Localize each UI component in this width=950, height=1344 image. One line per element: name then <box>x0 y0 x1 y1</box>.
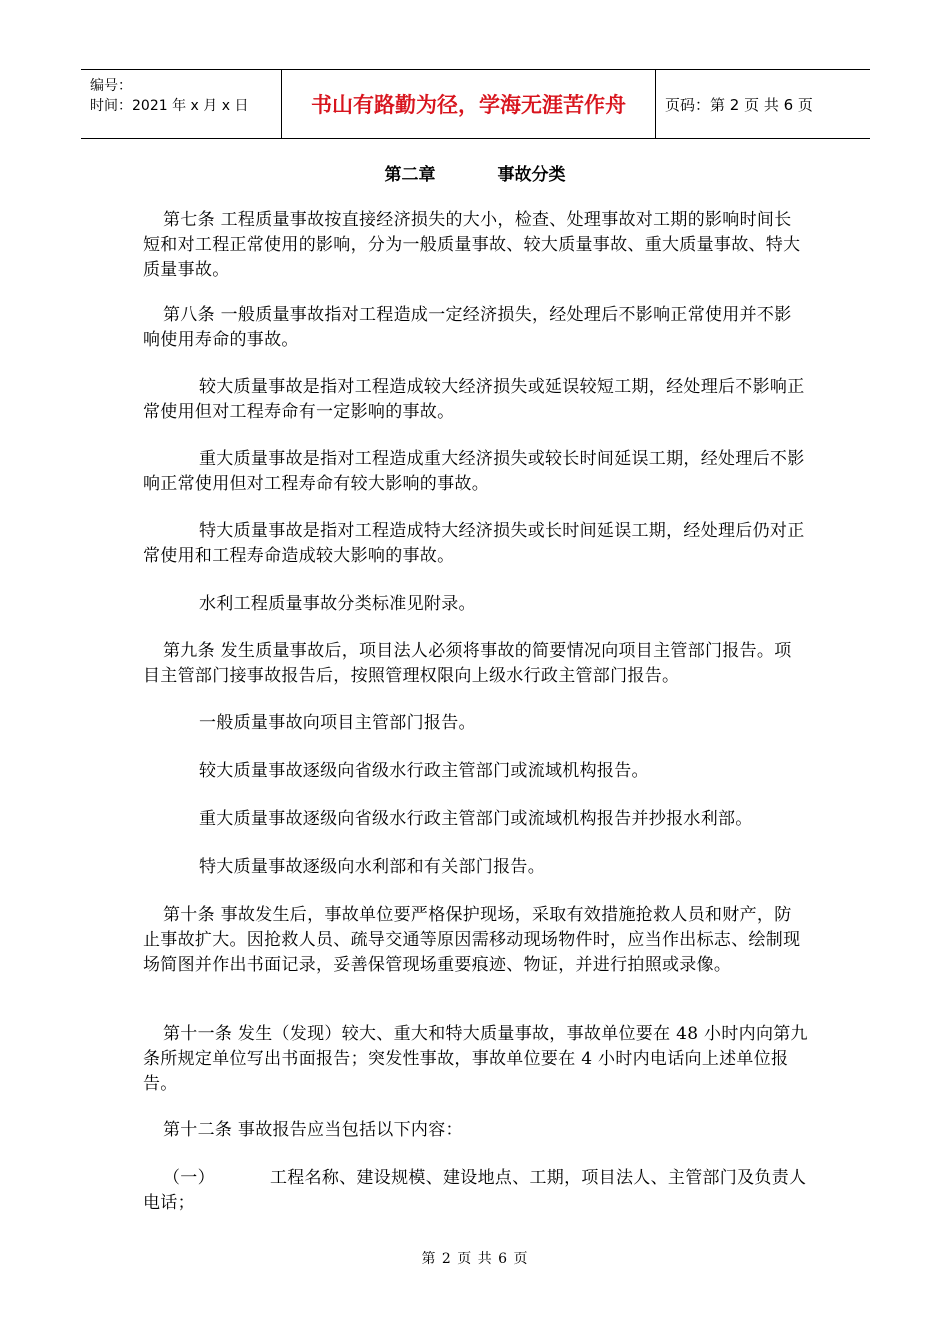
article-12: 第十二条 事故报告应当包括以下内容： <box>163 1120 463 1140</box>
page-header <box>81 69 870 139</box>
article-7: 第七条 工程质量事故按直接经济损失的大小，检查、处理事故对工期的影响时间长短和对工程正常使用的影响，分为一般质量事故、较大质量事故、重大质量事故、特大质量事故。 <box>143 210 801 280</box>
chapter-number: 第二章 <box>384 165 436 185</box>
paragraph-classification-note: 水利工程质量事故分类标准见附录。 <box>199 594 476 614</box>
paragraph-extreme-report: 特大质量事故逐级向水利部和有关部门报告。 <box>199 857 545 877</box>
chapter-title: 事故分类 <box>497 165 566 185</box>
list-item-text: 工程名称、建设规模、建设地点、工期，项目法人、主管部门及负责人电话； <box>143 1168 807 1213</box>
article-11: 第十一条 发生（发现）较大、重大和特大质量事故，事故单位要在 48 小时内向第九条所规定单位写出书面报告；突发性事故，事故单位要在 4 小时内电话向上述单位报告。 <box>143 1024 808 1094</box>
list-item-number: （一） <box>163 1168 215 1188</box>
header-info-cell <box>81 70 282 138</box>
paragraph-general-report: 一般质量事故向项目主管部门报告。 <box>199 713 476 733</box>
paragraph-serious-accident: 重大质量事故是指对工程造成重大经济损失或较长时间延误工期，经处理后不影响正常使用但对工程寿命有较大影响的事故。 <box>143 449 805 494</box>
paragraph-major-report: 较大质量事故逐级向省级水行政主管部门或流域机构报告。 <box>199 761 649 781</box>
header-motto: 书山有路勤为径，学海无涯苦作舟 <box>282 70 656 138</box>
paragraph-extreme-accident: 特大质量事故是指对工程造成特大经济损失或长时间延误工期，经处理后仍对正常使用和工程寿命造成较大影响的事故。 <box>143 521 805 566</box>
paragraph-major-accident: 较大质量事故是指对工程造成较大经济损失或延误较短工期，经处理后不影响正常使用但对工程寿命有一定影响的事故。 <box>143 377 805 422</box>
document-date-label: 时间：2021 年 x 月 x 日 <box>90 98 249 114</box>
list-item <box>143 1166 808 1216</box>
paragraph-serious-report: 重大质量事故逐级向省级水行政主管部门或流域机构报告并抄报水利部。 <box>199 809 753 829</box>
chapter-heading <box>0 160 950 185</box>
article-9: 第九条 发生质量事故后，项目法人必须将事故的简要情况向项目主管部门报告。项目主管部门接事故报告后，按照管理权限向上级水行政主管部门报告。 <box>143 641 792 686</box>
page-footer: 第 2 页 共 6 页 <box>421 1251 529 1267</box>
document-number-label: 编号： <box>90 78 132 94</box>
article-10: 第十条 事故发生后，事故单位要严格保护现场，采取有效措施抢救人员和财产，防止事故扩大。因抢救人员、疏导交通等原因需移动现场物件时，应当作出标志、绘制现场简图并作出书面记录，妥善保管现场重要痕迹、物证，并进行拍照或录像。 <box>143 905 801 975</box>
article-8: 第八条 一般质量事故指对工程造成一定经济损失，经处理后不影响正常使用并不影响使用寿命的事故。 <box>143 305 792 350</box>
header-page-info: 页码：第 2 页 共 6 页 <box>665 95 813 114</box>
